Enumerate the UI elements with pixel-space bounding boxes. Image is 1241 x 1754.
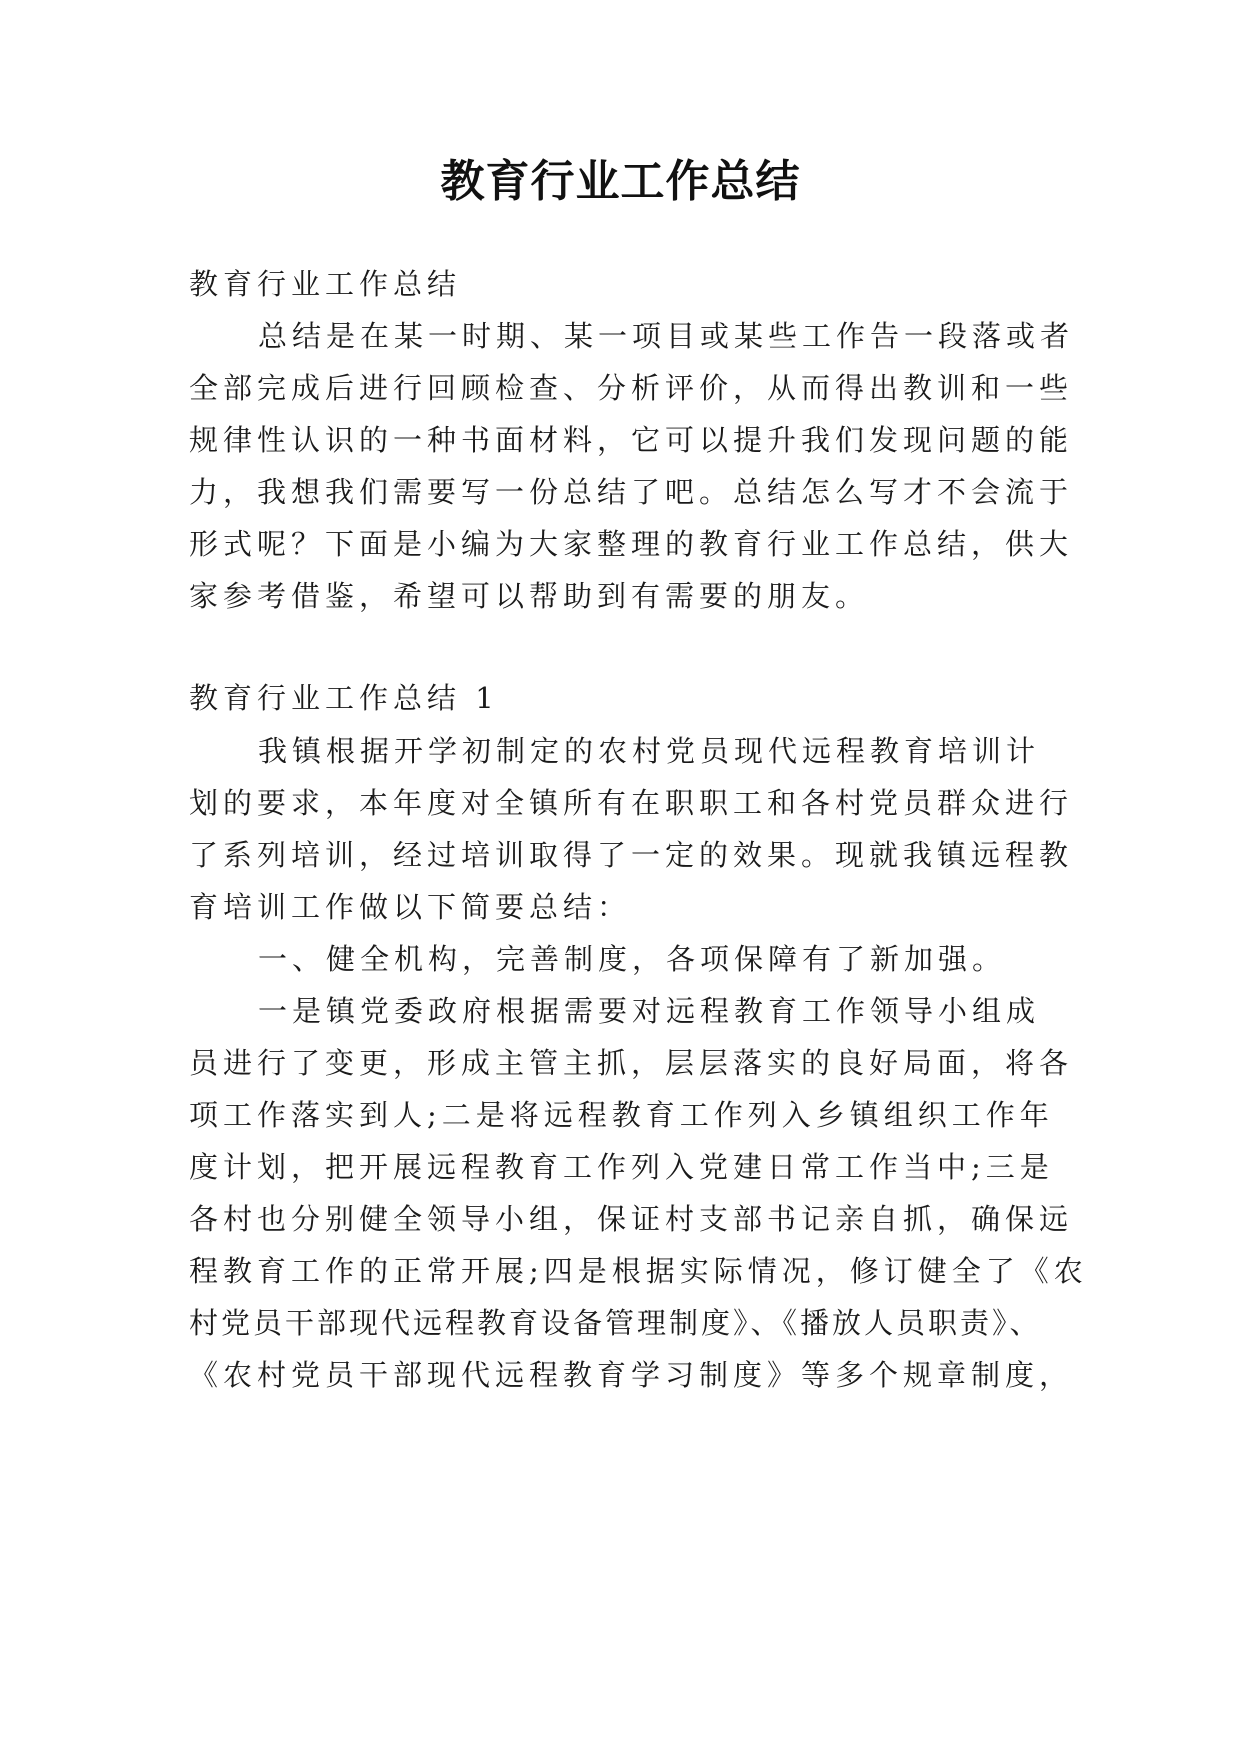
document-title: 教育行业工作总结 <box>440 156 801 207</box>
section1-line: 各村也分别健全领导小组，保证村支部书记亲自抓，确保远 <box>189 1202 1074 1236</box>
intro-line: 力，我想我们需要写一份总结了吧。总结怎么写才不会流于 <box>189 475 1074 509</box>
section-heading-1: 教育行业工作总结 1 <box>189 681 499 715</box>
intro-line: 家参考借鉴，希望可以帮助到有需要的朋友。 <box>189 579 870 613</box>
intro-line: 总结是在某一时期、某一项目或某些工作告一段落或者 <box>258 319 1075 353</box>
section1-point-1: 一、健全机构，完善制度，各项保障有了新加强。 <box>258 942 1007 976</box>
intro-line: 形式呢？下面是小编为大家整理的教育行业工作总结，供大 <box>189 527 1074 561</box>
section1-line: 程教育工作的正常开展;四是根据实际情况，修订健全了《农 <box>189 1254 1088 1288</box>
section-heading-intro: 教育行业工作总结 <box>189 267 462 301</box>
section1-line: 我镇根据开学初制定的农村党员现代远程教育培训计 <box>258 734 1041 768</box>
section1-line: 了系列培训，经过培训取得了一定的效果。现就我镇远程教 <box>189 838 1074 872</box>
section1-line: 度计划，把开展远程教育工作列入党建日常工作当中;三是 <box>189 1150 1054 1184</box>
section1-line: 划的要求，本年度对全镇所有在职职工和各村党员群众进行 <box>189 786 1074 820</box>
section1-line: 《农村党员干部现代远程教育学习制度》等多个规章制度， <box>189 1358 1074 1392</box>
section1-line: 一是镇党委政府根据需要对远程教育工作领导小组成 <box>258 994 1041 1028</box>
section1-line: 村党员干部现代远程教育设备管理制度》、《播放人员职责》、 <box>189 1306 1042 1340</box>
section1-line: 项工作落实到人;二是将远程教育工作列入乡镇组织工作年 <box>189 1098 1054 1132</box>
intro-line: 全部完成后进行回顾检查、分析评价，从而得出教训和一些 <box>189 371 1074 405</box>
section1-line: 员进行了变更，形成主管主抓，层层落实的良好局面，将各 <box>189 1046 1074 1080</box>
section1-line: 育培训工作做以下简要总结： <box>189 890 632 924</box>
intro-line: 规律性认识的一种书面材料，它可以提升我们发现问题的能 <box>189 423 1074 457</box>
